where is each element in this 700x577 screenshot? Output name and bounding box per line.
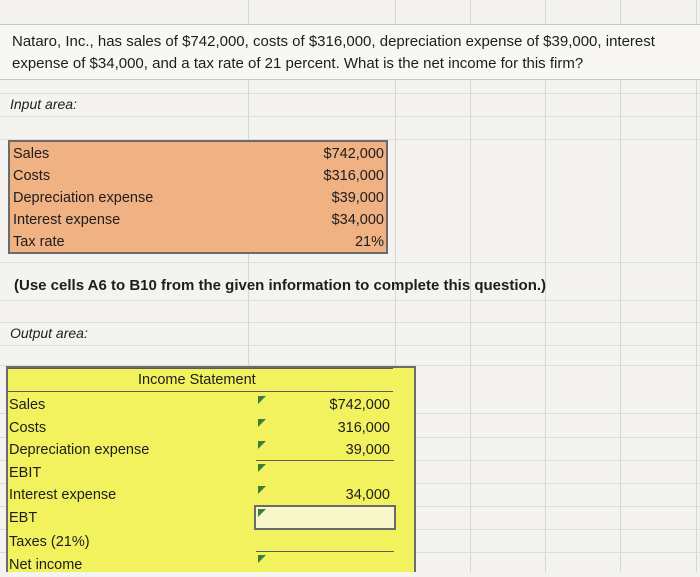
input-value: 21% xyxy=(354,234,384,250)
gridline xyxy=(0,345,700,346)
output-label: Net income xyxy=(9,557,83,573)
gridline xyxy=(696,0,697,572)
divider xyxy=(256,460,394,461)
input-row-tax-rate[interactable] xyxy=(10,232,386,255)
output-value: 316,000 xyxy=(337,420,390,436)
input-area-table xyxy=(8,140,388,254)
formula-indicator-icon xyxy=(258,464,266,472)
divider xyxy=(8,368,393,369)
output-label: Depreciation expense xyxy=(9,442,150,458)
input-label: Depreciation expense xyxy=(13,190,154,206)
formula-indicator-icon xyxy=(258,419,266,427)
formula-indicator-icon xyxy=(258,396,266,404)
input-value: $34,000 xyxy=(331,212,384,228)
instruction-text: (Use cells A6 to B10 from the given information to complete this question.) xyxy=(14,277,547,294)
formula-indicator-icon xyxy=(258,441,266,449)
input-value: $39,000 xyxy=(331,190,384,206)
input-label: Tax rate xyxy=(13,234,65,250)
output-value: 39,000 xyxy=(345,442,390,458)
output-row-sales[interactable] xyxy=(8,395,414,417)
input-label: Costs xyxy=(13,168,51,184)
output-area-label: Output area: xyxy=(10,325,88,341)
input-row-sales[interactable] xyxy=(10,144,386,167)
gridline xyxy=(620,0,621,572)
gridline xyxy=(0,300,700,301)
divider xyxy=(8,391,393,392)
gridline xyxy=(0,116,700,117)
input-label: Interest expense xyxy=(13,212,121,228)
output-row-ebit[interactable] xyxy=(8,463,414,485)
question-text: Nataro, Inc., has sales of $742,000, costs of $316,000, depreciation expense of $39,000, interest expense of $34,000, and a tax rate of 21 percent. What is the net income for this firm? xyxy=(12,33,655,72)
gridline xyxy=(0,262,700,263)
output-row-depreciation[interactable] xyxy=(8,440,414,462)
output-label: Costs xyxy=(9,420,47,436)
question-cell[interactable] xyxy=(0,24,700,80)
input-label: Sales xyxy=(13,146,50,162)
input-row-costs[interactable] xyxy=(10,166,386,189)
ebt-answer-cell[interactable] xyxy=(254,505,396,530)
divider xyxy=(256,551,394,552)
output-label: Taxes (21%) xyxy=(9,534,90,550)
input-row-interest[interactable] xyxy=(10,210,386,233)
input-value: $742,000 xyxy=(323,146,384,162)
output-row-net-income[interactable] xyxy=(8,555,414,577)
input-row-depreciation[interactable] xyxy=(10,188,386,211)
output-area-table xyxy=(6,366,416,572)
output-value: 34,000 xyxy=(345,487,390,503)
gridline xyxy=(0,93,700,94)
input-value: $316,000 xyxy=(323,168,384,184)
output-label: EBT xyxy=(9,510,38,526)
input-area-label: Input area: xyxy=(10,96,77,112)
income-statement-title: Income Statement xyxy=(138,372,256,388)
formula-indicator-icon xyxy=(258,555,266,563)
output-value: $742,000 xyxy=(329,397,390,413)
output-label: Interest expense xyxy=(9,487,117,503)
formula-indicator-icon xyxy=(258,486,266,494)
gridline xyxy=(0,322,700,323)
output-row-costs[interactable] xyxy=(8,418,414,440)
output-label: Sales xyxy=(9,397,46,413)
output-row-interest[interactable] xyxy=(8,485,414,507)
output-label: EBIT xyxy=(9,465,42,481)
formula-indicator-icon xyxy=(258,509,266,517)
